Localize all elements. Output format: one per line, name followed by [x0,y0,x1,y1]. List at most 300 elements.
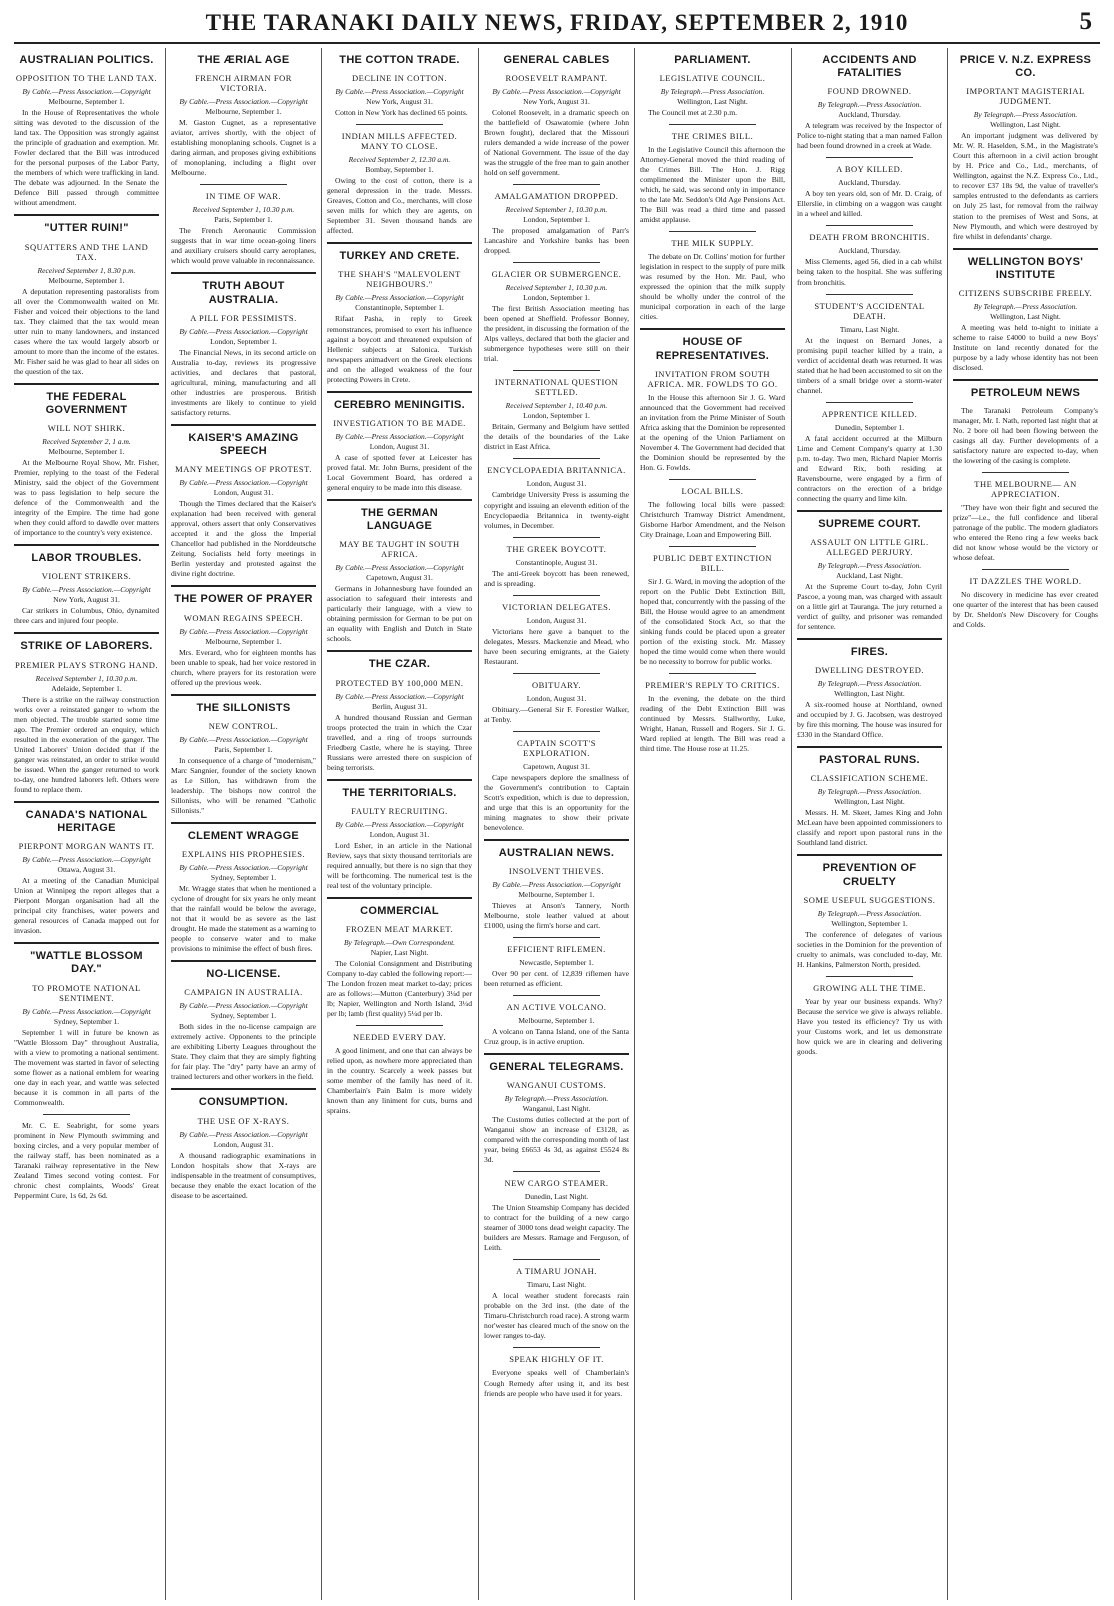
article-headline: CLEMENT WRAGGE [187,829,300,842]
article-dateline: Ottawa, August 31. [57,865,116,875]
article [484,595,629,667]
section-rule [513,458,600,459]
section-rule [669,673,756,674]
article-byline: By Cable.—Press Association.—Copyright [22,585,151,595]
article-subhead: MAY BE TAUGHT IN SOUTH AFRICA. [339,539,460,560]
article-headline: "UTTER RUIN!" [44,222,129,235]
article-body: Mr. C. E. Seabright, for some years prominent in New Plymouth swimming and boxing circles, and a very popular member of the railway staff, has been nominated as a Taranaki railway representative in the New Zealand Times second voting contest. For chronic chest complaints, Woods' Great Peppermint Cure, 1s 6d, 2s 6d. [14,1120,159,1200]
article-subhead: MANY MEETINGS OF PROTEST. [175,464,312,475]
article [953,472,1098,563]
article-subhead: ASSAULT ON LITTLE GIRL. ALLEGED PERJURY. [810,536,929,557]
article-dateline: Paris, September 1. [214,744,273,754]
article-dateline: London, September 1. [523,411,590,421]
article [14,1114,159,1201]
article-subhead: WILL NOT SHIRK. [47,423,126,434]
article-dateline: Wellington, September 1. [831,918,908,928]
article-headline: PETROLEUM NEWS [970,387,1081,399]
column-separator [165,48,166,1600]
article-body: Mr. Wragge states that when he mentioned a cyclone of drought for six years he only meant that the rainfall would be below the average, not that it would be as severe as the last drought. He made the statement as a warning to people to conserve water and to make provisions to minimise the effect of bush fires. [171,884,316,954]
section-rule [513,262,600,263]
article-dateline: Sydney, September 1. [210,1011,277,1021]
article-body: In the House this afternoon Sir J. G. Ward announced that the Government had received an invitation from the Prime Minister of South Africa asking that the Dominion be represented at the opening of the Union Parliament on November 4. The Government had decided that the Dominion should be represented by the Hon. G. Fowlds. [640,392,785,472]
heading-rule [797,746,942,748]
article-subhead: SQUATTERS AND THE LAND TAX. [24,241,149,262]
column-3 [327,48,472,1600]
section-rule [513,595,600,596]
article-body: Colonel Roosevelt, in a dramatic speech on the battlefield of Osawatomie (where John Brown fought), declared that the Missouri rulers demanded a wide increase of the power of National Government. The issue of the day was the struggle of the free man to gain another hold on self government. [484,108,629,178]
article-dateline: Auckland, Thursday. [838,110,901,120]
article-subhead: CAMPAIGN IN AUSTRALIA. [184,987,303,998]
article-dateline: New York, August 31. [53,595,120,605]
article-body: A case of spotted fever at Leicester has proved fatal. Mr. John Burns, president of the Local Government Board, has ordered a general enquiry to be made into this disease. [327,452,472,492]
article-body: The proposed amalgamation of Parr's Lancashire and Yorkshire banks has been dropped. [484,226,629,256]
article-headline: LABOR TROUBLES. [31,552,142,565]
article [327,650,472,772]
article-dateline: London, August 31. [526,615,587,625]
article-dateline: Wellington, Last Night. [990,311,1061,321]
article-byline: By Telegraph.—Own Correspondent. [343,938,456,948]
article [171,54,316,178]
article [797,976,942,1057]
article-body: There is a strike on the railway construction works over a reinstated ganger to whom the men objected. The trouble started some time ago. The Premier ordered an enquiry, which resulted in the exoneration of the ganger. The United Laborers' Union decided that if the ganger was reinstated, an order to strike would be issued. When the ganger returned to work to-day, one hundred laborers left. Others were found to replace them. [14,694,159,794]
article [327,242,472,384]
column-separator [321,48,322,1600]
article-body: The Taranaki Petroleum Company's manager, Mr. I. Nath, reported last night that at No. 2 bore oil had been flowing between the casings all day. Further developments of a satisfactory nature are expected to-day, when the lowering of the casing is complete. [953,406,1098,466]
article [171,822,316,954]
article [327,54,472,118]
article [327,1025,472,1116]
article [484,537,629,589]
article-headline: AUSTRALIAN NEWS. [498,846,615,859]
section-rule [669,231,756,232]
article-dateline: Wellington, Last Night. [834,689,905,699]
article-dateline: Wellington, Last Night. [677,97,748,107]
section-rule [513,937,600,938]
article-dateline: Melbourne, September 1. [518,1016,595,1026]
article-body: The anti-Greek boycott has been renewed, and is spreading. [484,568,629,588]
article-body: In the House of Representatives the whole sitting was devoted to the discussion of the land tax. The Opposition was strongly against the principle of graduation and exemption. Mr. Fowler declared that the Bill was introduced for the personal purposes of the Labor Party, the members of which were trafficking in land. The debate was adjourned. In the Senate the Defence Bill passed through committee without amendment. [14,108,159,208]
article [484,995,629,1047]
article-byline: By Cable.—Press Association.—Copyright [179,478,308,488]
article-body: A deputation representing pastoralists from all over the Commonwealth waited on Mr. Fisher and voiced their objections to the land tax. They claimed that the tax would mean utter ruin to many landowners, and instanced cases where the tax would largely absorb or amount to more than the income of the estates. Mr. Fisher said he was glad to hear all sides on the question of the tax. [14,286,159,376]
article [953,54,1098,242]
column-separator [478,48,479,1600]
article [484,1171,629,1253]
heading-rule [14,942,159,944]
article-subhead: PROTECTED BY 100,000 MEN. [335,677,464,688]
article [953,379,1098,466]
article-body: In consequence of a charge of "modernism," Marc Sangnier, founder of the society known as Le Sillon, has withdrawn from the leadership. The bishops now control the Sillonists, who will be renamed "Catholic Sillonists." [171,755,316,815]
section-rule [513,184,600,185]
article [484,673,629,725]
section-rule [513,995,600,996]
article [14,801,159,936]
article-subhead: FOUND DROWNED. [827,86,912,97]
article [797,157,942,219]
article-headline: THE ÆRIAL AGE [197,54,290,66]
article-byline: By Cable.—Press Association.—Copyright [179,1129,308,1139]
article-subhead: IT DAZZLES THE WORLD. [969,576,1082,587]
article-body: A telegram was received by the Inspector of Police to-night stating that a man named Fallon had been found drowned in a creek at Wade. [797,121,942,151]
article [171,424,316,580]
article-body: Lord Esher, in an article in the National Review, says that sixty thousand territorials are required annually, but there is no sign that they will be forthcoming. The numerical test is the real test of the voluntary principle. [327,840,472,890]
article-subhead: FAULTY RECRUITING. [351,805,448,816]
article-subhead: AN ACTIVE VOLCANO. [506,1002,607,1013]
article-headline: "WATTLE BLOSSOM DAY." [30,950,143,976]
article-dateline: Constantinople, August 31. [515,557,598,567]
article [327,779,472,891]
page-number: 5 [1079,8,1092,35]
article [797,225,942,287]
article [327,391,472,493]
article-body: Obituary.—General Sir F. Forestier Walker, at Tenby. [484,704,629,724]
article-headline: PASTORAL RUNS. [819,754,920,767]
article [484,1259,629,1341]
article-subhead: A PILL FOR PESSIMISTS. [190,312,297,323]
heading-rule [171,424,316,426]
article-subhead: OBITUARY. [532,679,581,690]
column-separator [947,48,948,1600]
section-rule [826,157,913,158]
article-body: Germans in Johannesburg have founded an association to safeguard their interests and particularly their language, with a view to obtaining permission for German to be put on an equality with English and Dutch in State schools. [327,584,472,644]
article-byline: By Cable.—Press Association.—Copyright [179,626,308,636]
article-subhead: CLASSIFICATION SCHEME. [810,773,929,784]
article-body: Messrs. H. M. Skeet, James King and John McLean have been appointed commissioners to classify and report upon pastoral runs in the Southland land district. [797,808,942,848]
article-byline: Received September 2, 1 a.m. [42,437,131,447]
article [797,54,942,151]
article-dateline: Melbourne, September 1. [205,107,282,117]
article-body: The conference of delegates of various societies in the Dominion for the prevention of cruelty to animals, was concluded to-day, Mr. H. Hankins, Palmerston North, presided. [797,929,942,969]
article-dateline: London, September 1. [210,336,277,346]
article-headline: CEREBRO MENINGITIS. [334,398,465,411]
section-rule [669,479,756,480]
article-byline: By Cable.—Press Association.—Copyright [179,97,308,107]
article [640,673,785,754]
article-body: A six-roomed house at Northland, owned and occupied by J. G. Jacobsen, was destroyed by fire this morning. The house was insured for £330 in the Standard Office. [797,700,942,740]
article-subhead: PUBLIC DEBT EXTINCTION BILL. [653,553,772,573]
article-byline: By Cable.—Press Association.—Copyright [22,1006,151,1016]
article-headline: GENERAL TELEGRAMS. [489,1061,624,1074]
article-byline: By Telegraph.—Press Association. [817,787,922,797]
heading-rule [327,242,472,244]
article [953,569,1098,630]
article-headline: COMMERCIAL [360,904,439,917]
column-4 [484,48,629,1600]
article-body: At the Melbourne Royal Show, Mr. Fisher, Premier, replying to the toast of the Federal Ministry, said the object of the Government was to pass legislation to help secure the defence of the Commonwealth and the integrity of the Empire. The time had gone when they could afford to dawdle over matters of importance to the country's very existence. [14,458,159,538]
heading-rule [953,379,1098,381]
article-body: A volcano on Tanna Island, one of the Santa Cruz group, is in active eruption. [484,1027,629,1047]
article-byline: By Cable.—Press Association.—Copyright [179,326,308,336]
article-subhead: THE SHAH'S "MALEVOLENT NEIGHBOURS." [338,269,461,290]
article-body: Sir J. G. Ward, in moving the adoption of the report on the Public Debt Extinction Bill, hoped that, concurrently with the passing of the Bill, the House would agree to an amendment of the consolidated Stock Act, so that the sinking funds could be placed upon a greater portion of the existing stock. Mr. Massey hoped the time would come when there would be no necessity to borrow for public works. [640,577,785,667]
article-headline: PRICE V. N.Z. EXPRESS CO. [959,54,1092,80]
article [171,1088,316,1200]
article-headline: THE CZAR. [368,658,431,671]
section-rule [200,184,287,185]
article [171,272,316,417]
article [640,124,785,225]
article [171,585,316,687]
article-body: The Colonial Consignment and Distributing Company to-day cabled the following report:—The London frozen meat market to-day; prices are as follows:—Mutton (Canterbury) 3¼d per lb; Napier, Wellington and North Island, 3¼d per lb; lamb (first quality) 5¼d per lb. [327,959,472,1019]
section-rule [669,546,756,547]
article-subhead: DWELLING DESTROYED. [814,665,925,676]
article-subhead: INVITATION FROM SOUTH AFRICA. MR. FOWLDS TO GO. [647,368,778,389]
article-subhead: A TIMARU JONAH. [516,1266,597,1277]
heading-rule [171,822,316,824]
article-byline: By Cable.—Press Association.—Copyright [179,734,308,744]
article-dateline: Melbourne, September 1. [48,97,125,107]
heading-rule [14,383,159,385]
article-subhead: SOME USEFUL SUGGESTIONS. [803,894,936,905]
article-dateline: Constantinople, September 1. [355,303,444,313]
heading-rule [484,839,629,841]
article [797,294,942,396]
section-rule [513,1347,600,1348]
article-dateline: Auckland, Last Night. [836,570,903,580]
column-separator [791,48,792,1600]
article-body: The following local bills were passed: Christchurch Tramway District Amendment, Gisborne Harbor Amendment, and the Nelson City Drainage, Loan and Empowering Bill. [640,499,785,539]
article [797,638,942,740]
article-headline: THE GERMAN LANGUAGE [361,506,438,533]
article-body: The Financial News, in its second article on Australia to-day, reviews its progressive activities, and declares that pastoral, agricultural, mining, manufacturing and all other industries are prosperous. British investments are likely to continue to yield satisfactory returns. [171,347,316,417]
article [797,510,942,632]
article-subhead: THE USE OF X-RAYS. [197,1115,290,1126]
article-dateline: Auckland, Thursday. [838,246,901,256]
heading-rule [640,328,785,330]
article-subhead: SPEAK HIGHLY OF IT. [509,1354,604,1365]
article-dateline: London, August 31. [369,829,430,839]
column-5 [640,48,785,1600]
section-rule [513,731,600,732]
article-body: An important judgment was delivered by Mr. W. R. Haselden, S.M., in the Magistrate's Court this afternoon in a civil action brought by H. Price and Co., Ltd., merchants, of Wellington, against the N.Z. Express Co., Ltd., to recover £37 18s 9d, the value of traveller's samples entrusted to the defendants as carriers on July 25 last, for removal from the railway station to the premises of West and Sons, at New Plymouth, and which were destroyed by fire whilst in defendants' charge. [953,131,1098,241]
article-subhead: FROZEN MEAT MARKET. [345,924,454,935]
section-rule [513,1259,600,1260]
heading-rule [171,694,316,696]
article-subhead: WOMAN REGAINS SPEECH. [183,612,304,623]
article [640,231,785,322]
article-body: At a meeting of the Canadian Municipal Union at Winnipeg the report alleges that a Pierpont Morgan organisation had all the principal city franchises, water powers and general resources of Canada mapped out for invasion. [14,876,159,936]
article-body: Owing to the cost of cotton, there is a general depression in the trade. Messrs. Greaves, Cotton and Co., merchants, will close seven mills for which they are agents, on September 31. Seven thousand hands are affected. [327,176,472,236]
article-dateline: London, August 31. [369,441,430,451]
article [171,960,316,1082]
article-dateline: Wellington, Last Night. [834,797,905,807]
article-byline: By Cable.—Press Association.—Copyright [492,879,621,889]
article-dateline: Capetown, August 31. [523,761,590,771]
article-dateline: London, August 31. [213,488,274,498]
article-body: The debate on Dr. Collins' motion for further legislation in respect to the supply of pure milk was resumed by the Hon. Mr. Paul, who expressed the opinion that the milk supply should be wholly under the control of the municipal corporation in each of the large cities. [640,252,785,322]
newspaper-title: THE TARANAKI DAILY NEWS, FRIDAY, SEPTEMBER 2, 1910 [205,10,909,35]
article-headline: HOUSE OF REPRESENTATIVES. [655,336,770,362]
article-body: A good liniment, and one that can always be relied upon, as nowhere more appreciated than in the country. Scarcely a week passes but some member of the family has need of it. Chamberlain's Pain Balm is more widely known than any liniment for cuts, burns and sprains. [327,1046,472,1116]
heading-rule [327,499,472,501]
article-dateline: London, August 31. [213,1139,274,1149]
article-body: Britain, Germany and Belgium have settled the details of the boundaries of the Lake district in East Africa. [484,422,629,452]
heading-rule [327,897,472,899]
article-dateline: Dunedin, Last Night. [524,1192,589,1202]
article-body: A local weather student forecasts rain probable on the 3rd inst. (the date of the Timaru-Christchurch road race). A strong warm nor'wester has cleared much of the snow on the lower ranges to-day. [484,1291,629,1341]
article-subhead: INVESTIGATION TO BE MADE. [333,417,466,428]
article-body: A boy ten years old, son of Mr. D. Craig, of Ellerslie, in climbing on a waggon was caught in a wheel and killed. [797,189,942,219]
masthead [0,0,1114,44]
article-dateline: Bombay, September 1. [365,165,434,175]
article [14,214,159,376]
article-headline: THE COTTON TRADE. [339,54,460,66]
article-headline: CONSUMPTION. [198,1096,289,1109]
article-byline: By Cable.—Press Association.—Copyright [22,855,151,865]
article-byline: Received September 2, 12.30 a.m. [348,155,451,165]
article-subhead: DECLINE IN COTTON. [351,73,447,84]
article [484,1347,629,1398]
article-byline: By Cable.—Press Association.—Copyright [335,691,464,701]
article-dateline: London, September 1. [523,293,590,303]
heading-rule [327,391,472,393]
article-byline: By Cable.—Press Association.—Copyright [335,563,464,573]
article-subhead: EFFICIENT RIFLEMEN. [507,944,606,954]
heading-rule [171,960,316,962]
section-rule [669,124,756,125]
article-body: Rifaat Pasha, in reply to Greek remonstrances, promised to exert his influence against a boycott and threatened expulsion of Hellenic subjects at Salonica. Turkish newspapers animadvert on the Greek elections and on the alleged weakness of the four protecting Powers in Crete. [327,314,472,384]
article-dateline: London, August 31. [526,693,587,703]
article-byline: By Telegraph.—Press Association. [504,1094,609,1104]
heading-rule [14,214,159,216]
section-rule [513,537,600,538]
article [484,731,629,833]
section-rule [826,402,913,403]
article-byline: By Telegraph.—Press Association. [817,560,922,570]
article-subhead: FRENCH AIRMAN FOR VICTORIA. [195,73,292,94]
article-subhead: THE MELBOURNE— AN APPRECIATION. [974,479,1077,500]
article [14,54,159,208]
heading-rule [14,632,159,634]
article [327,124,472,236]
section-rule [356,124,443,125]
article-headline: ACCIDENTS AND FATALITIES [822,54,917,80]
article-subhead: PIERPONT MORGAN WANTS IT. [18,841,155,852]
article-subhead: NEEDED EVERY DAY. [353,1032,446,1043]
column-1 [14,48,159,1600]
article-dateline: London, August 31. [526,479,587,489]
section-rule [826,976,913,977]
section-rule [43,1114,130,1115]
article [484,1053,629,1165]
article-dateline: New York, August 31. [366,97,433,107]
article-headline: PREVENTION OF CRUELTY [822,862,917,888]
article [797,402,942,504]
article-subhead: STUDENT'S ACCIDENTAL DEATH. [814,300,925,321]
article-body: Year by year our business expands. Why? Because the service we give is always reliable. Have you tested its efficiency? Try us with your Customs work, and let us demonstrate how quick we are in clearing and delivering goods. [797,996,942,1056]
article-subhead: INTERNATIONAL QUESTION SETTLED. [494,377,619,398]
article-headline: THE TERRITORIALS. [342,786,457,799]
article-body: No discovery in medicine has ever created one quarter of the interest that has been caused by Dr. Sheldon's New Discovery for Coughs and Colds. [953,590,1098,630]
section-rule [982,569,1069,570]
article-subhead: PREMIER PLAYS STRONG HAND. [14,659,159,670]
article-subhead: PREMIER'S REPLY TO CRITICS. [645,680,780,691]
article-dateline: Dunedin, September 1. [834,422,905,432]
article-byline: By Cable.—Press Association.—Copyright [22,87,151,97]
article-byline: Received September 1, 10.30 p.m. [35,673,138,683]
article [327,897,472,1019]
article-body: At the Supreme Court to-day, John Cyril Pascoe, a young man, was charged with assault on a little girl at Tauranga. The jury returned a verdict of guilty, and prisoner was remanded for sentence. [797,581,942,631]
article [640,479,785,540]
article-dateline: Melbourne, September 1. [48,275,125,285]
section-rule [513,370,600,371]
article-headline: STRIKE OF LABORERS. [20,640,153,653]
article-headline: GENERAL CABLES [503,54,610,66]
article-headline: NO-LICENSE. [206,968,281,981]
article-body: Everyone speaks well of Chamberlain's Cough Remedy after using it, and its best friends are people who have used it for years. [484,1368,629,1398]
article-dateline: Melbourne, September 1. [205,636,282,646]
article-body: In the Legislative Council this afternoon the Attorney-General moved the third reading of the Crimes Bill. The Hon. J. Rigg complimented the Minister upon the Bill, which, he said, was second only in importance to the late Mr. Seddon's Old Age Pensions Act. The Bill was read a third time and passed amidst applause. [640,145,785,225]
article-subhead: APPRENTICE KILLED. [821,408,918,419]
article-byline: By Cable.—Press Association.—Copyright [179,1001,308,1011]
article [640,546,785,667]
article-byline: Received September 1, 10.40 p.m. [505,401,608,411]
article-byline: Received September 1, 10.30 p.m. [505,205,608,215]
article-body: A hundred thousand Russian and German troops protected the train in which the Czar travelled, and a ring of troops surrounds Friedberg Castle, where he is staying. Three Russians were arrested there on suspicion of being terrorists. [327,712,472,772]
article-byline: By Telegraph.—Press Association. [817,100,922,110]
article-subhead: AMALGAMATION DROPPED. [494,191,619,202]
heading-rule [14,544,159,546]
article-dateline: Timaru, Last Night. [839,324,900,334]
newspaper-columns [14,48,1100,1600]
article-body: Mrs. Everard, who for eighteen months has been unable to speak, had her voice restored in church, where prayers for its restoration were offered up the previous week. [171,647,316,687]
heading-rule [327,779,472,781]
article [14,632,159,794]
heading-rule [484,1053,629,1055]
section-rule [513,1171,600,1172]
heading-rule [953,248,1098,250]
column-separator [634,48,635,1600]
article-dateline: London, September 1. [523,215,590,225]
article [797,854,942,969]
article-dateline: Timaru, Last Night. [526,1280,587,1290]
article-subhead: DEATH FROM BRONCHITIS. [809,232,930,243]
article-body: The first British Association meeting has been opened at Sheffield. Professor Bonney, the president, in discussing the formation of the Alps valleys, declared that both the glacier and submergence hypotheses were still on their trial. [484,304,629,364]
article-body: Cambridge University Press is assuming the copyright and issuing an eleventh edition of the Encyclopaedia Britannica in twenty-eight volumes, in December. [484,490,629,530]
article-subhead: TO PROMOTE NATIONAL SENTIMENT. [32,982,141,1003]
article-dateline: Melbourne, September 1. [48,447,125,457]
article-headline: THE SILLONISTS [196,701,291,714]
article-subhead: A BOY KILLED. [836,164,903,175]
article [953,248,1098,373]
article-body: "They have won their fight and secured the prize"—i.e., the full confidence and liberal patronage of the public. The modern gladiators who entered the Reno ring a few weeks back did not know whose would be the victory or whose defeat. [953,503,1098,563]
article-byline: By Telegraph.—Press Association. [817,908,922,918]
column-6 [797,48,942,1600]
article [484,937,629,989]
article-subhead: CAPTAIN SCOTT'S EXPLORATION. [517,737,596,758]
article-body: A meeting was held to-night to initiate a scheme to raise £4000 to build a new Boys' Institute on land recently donated for the purpose by a lady whose identity has not been disclosed. [953,322,1098,372]
article-headline: FIRES. [850,645,889,658]
heading-rule [14,801,159,803]
article-body: Though the Times declared that the Kaiser's explanation had been received with general approval, others assert that only Conservatives accepted it and the gloss the Imperial Chancellor had published in the Norddeutsche Zeitung. Socialists held forty meetings in Berlin yesterday and protested against the divine right doctrine. [171,499,316,579]
heading-rule [171,585,316,587]
article-byline: Received September 1, 10.30 p.m. [505,283,608,293]
article-subhead: ROOSEVELT RAMPANT. [505,73,608,84]
article-byline: By Cable.—Press Association.—Copyright [492,87,621,97]
article-headline: TURKEY AND CRETE. [339,250,460,263]
article [327,499,472,644]
article-byline: By Cable.—Press Association.—Copyright [335,87,464,97]
article-subhead: LOCAL BILLS. [681,485,744,496]
article [640,54,785,118]
article [171,694,316,816]
article-subhead: INSOLVENT THIEVES. [508,865,605,876]
article-headline: WELLINGTON BOYS' INSTITUTE [967,255,1084,281]
section-rule [982,472,1069,473]
article-subhead: VIOLENT STRIKERS. [41,571,132,582]
article-subhead: LEGISLATIVE COUNCIL. [659,73,766,84]
article-dateline: Napier, Last Night. [370,948,429,958]
